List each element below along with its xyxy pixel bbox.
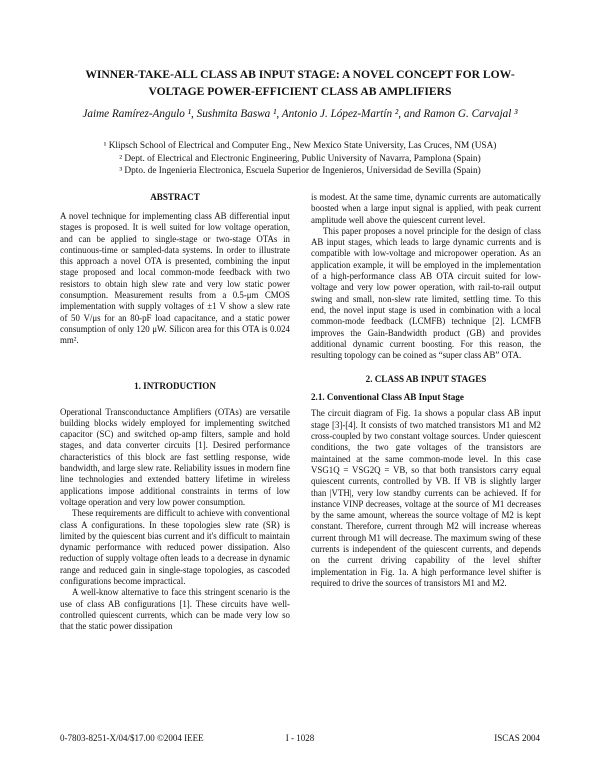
- footer-copyright: 0-7803-8251-X/04/$17.00 ©2004 IEEE: [60, 733, 204, 743]
- introduction-heading: 1. INTRODUCTION: [134, 380, 216, 391]
- section-2-1-heading: 2.1. Conventional Class AB Input Stage: [311, 392, 464, 403]
- affiliations: [40, 140, 560, 178]
- footer-conference: ISCAS 2004: [494, 733, 540, 743]
- intro-paragraph-3-continued: is modest. At the same time, dynamic currents are automatically boosted when a large input signal is applied, with peak current amplitude well above the quiescent current level.: [311, 192, 541, 225]
- section-2-heading: 2. CLASS AB INPUT STAGES: [365, 374, 487, 385]
- author-list: Jaime Ramírez-Angulo ¹, Sushmita Baswa ¹, Antonio J. López-Martín ², and Ramon G. Carvajal ³: [82, 108, 518, 120]
- abstract-text: A novel technique for implementing class AB differential input stages is proposed. It is well suited for low voltage operation, and can be applied to single-stage or two-stage OTAs in continuous-time or sampled-data systems. In order to illustrate this approach a novel OTA is presented, combining the input stage proposed and local common-mode feedback with two resistors to obtain high slew rate and very low static power consumption. Measurement results from a 0.5-μm CMOS implementation with supply voltages of ±1 V show a slew rate of 50 V/μs for an 80-pF load capacitance, and a static power consumption of only 120 μW. Silicon area for this OTA is 0.024 mm².: [60, 211, 290, 346]
- intro-paragraph-4: This paper proposes a novel principle for the design of class AB input stages, which leads to large dynamic currents and is compatible with low-voltage and micropower operation. As an application example, it will be employed in the implementation of a high-performance class AB OTA circuit suited for low-voltage and very low power operation, with rail-to-rail output swing and small, non-slew rate limited, settling time. To this end, the novel input stage is used in combination with a local common-mode feedback (LCMFB) technique [2]. LCMFB improves the Gain-Bandwidth product (GB) and provides additional dynamic current boosting. For this reason, the resulting topology can be coined as “super class AB” OTA.: [311, 225, 541, 361]
- affiliation-1: ¹ Klipsch School of Electrical and Computer Eng., New Mexico State University, Las Cruces, NM (USA): [103, 141, 497, 151]
- right-column: [311, 192, 541, 589]
- left-column: [60, 192, 290, 633]
- affiliation-2: ² Dept. of Electrical and Electronic Engineering, Public University of Navarra, Pamplona (Spain): [119, 153, 481, 164]
- intro-paragraph-3: A well-know alternative to face this stringent scenario is the use of class AB configurations [1]. These circuits have well-controlled quiescent currents, which can be made very low so that the static power dissipation: [60, 587, 290, 632]
- section-2-1-paragraph: The circuit diagram of Fig. 1a shows a popular class AB input stage [3]-[4]. It consists of two matched transistors M1 and M2 cross-coupled by two constant voltage sources. Under quiescent conditions, the two gate voltages of the transistors are maintained at the same common-mode level. In this case VSG1Q = VSG2Q = VB, so that both transistors carry equal quiescent currents, controlled by VB. If VB is slightly larger than |VTH|, very low standby currents can be achieved. If for instance VINP decreases, voltage at the source of M1 decreases by the same amount, whereas the source voltage of M2 is kept constant. Therefore, current through M2 will increase whereas current through M1 will decrease. The maximum swing of these currents is independent of the quiescent currents, and depends on the current driving capability of the level shifter implementation in Fig. 1a. A high performance level shifter is required to drive the sources of transistors M1 and M2.: [311, 408, 541, 588]
- abstract-heading: ABSTRACT: [150, 192, 200, 202]
- intro-paragraph-2: These requirements are difficult to achieve with conventional class A configurations. In these topologies slew rate (SR) is limited by the quiescent bias current and it's difficult to maintain dynamic performance with reduced power dissipation. Also reduction of supply voltage often leads to a decrease in dynamic range and reduced gain in single-stage topologies, as cascoded configurations become impractical.: [60, 508, 290, 587]
- intro-paragraph-1: Operational Transconductance Amplifiers (OTAs) are versatile building blocks widely employed for implementing switched capacitor (SC) and switched op-amp filters, sample and hold stages, and data converter circuits [1]. Desired performance characteristics of this block are fast settling response, wide bandwidth, and large slew rate. Reliability issues in modern fine line technologies and extended battery lifetime in wireless applications impose additional constraints in terms of low voltage operation and very low power consumption.: [60, 406, 290, 507]
- affiliation-3: ³ Dpto. de Ingenieria Electronica, Escuela Superior de Ingenieros, Universidad de Sevilla (Spain): [119, 166, 481, 177]
- footer-page-number: I - 1028: [285, 733, 315, 743]
- paper-title: WINNER-TAKE-ALL CLASS AB INPUT STAGE: A NOVEL CONCEPT FOR LOW-VOLTAGE POWER-EFFICIENT CLASS AB AMPLIFIERS: [85, 68, 515, 98]
